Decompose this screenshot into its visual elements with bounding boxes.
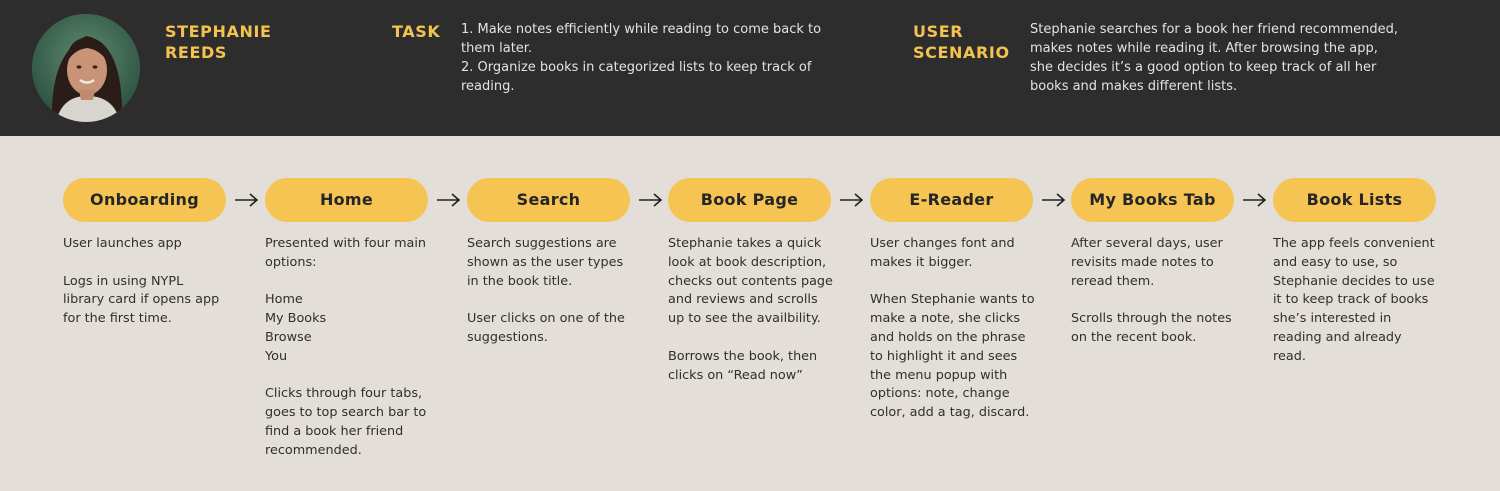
arrow-right-icon — [839, 189, 865, 211]
step-paragraph: Stephanie takes a quick look at book description, checks out contents page and reviews and scrolls up to see the availbility. — [668, 236, 833, 327]
step-description — [870, 235, 1035, 423]
step-pill-e-reader[interactable]: E-Reader — [870, 178, 1033, 222]
task-list — [461, 20, 841, 96]
scenario-text: Stephanie searches for a book her friend recommended, makes notes while reading it. After browsing the app, she decides it’s a good option to keep track of all her books and makes different lists. — [1030, 22, 1399, 94]
persona-name — [165, 21, 295, 63]
step-description — [1273, 235, 1438, 367]
step-description — [63, 235, 228, 329]
task-item: 2. Organize books in categorized lists to keep track of reading. — [461, 60, 812, 94]
scenario-label — [913, 21, 1023, 63]
step-pill-search[interactable]: Search — [467, 178, 630, 222]
step-book-page — [668, 178, 833, 385]
step-pill-onboarding[interactable]: Onboarding — [63, 178, 226, 222]
step-paragraph: The app feels convenient and easy to use, so Stephanie decides to use it to keep track of books she’s interested in reading and already read. — [1273, 236, 1435, 364]
step-paragraph: Home My Books Browse You — [265, 292, 327, 364]
step-book-lists — [1273, 178, 1438, 367]
task-item: 1. Make notes efficiently while reading to come back to them later. — [461, 22, 822, 56]
step-pill-my-books-tab[interactable]: My Books Tab — [1071, 178, 1234, 222]
step-paragraph: Clicks through four tabs, goes to top search bar to find a book her friend recommended. — [265, 386, 427, 458]
step-paragraph: When Stephanie wants to make a note, she clicks and holds on the phrase to highlight it and sees the menu popup with options: note, change color, add a tag, discard. — [870, 292, 1035, 421]
persona-avatar — [32, 14, 140, 122]
arrow-right-icon — [1041, 189, 1067, 211]
persona-photo — [32, 14, 140, 122]
step-search — [467, 178, 632, 348]
step-paragraph: After several days, user revisits made notes to reread them. — [1071, 236, 1223, 289]
user-flow — [0, 178, 1500, 478]
task-label: TASK — [392, 22, 441, 41]
step-pill-home[interactable]: Home — [265, 178, 428, 222]
step-paragraph: Borrows the book, then clicks on “Read now” — [668, 348, 818, 383]
step-pill-book-page[interactable]: Book Page — [668, 178, 831, 222]
step-e-reader — [870, 178, 1035, 423]
arrow-right-icon — [638, 189, 664, 211]
step-paragraph: Scrolls through the notes on the recent book. — [1071, 311, 1232, 345]
arrow-right-icon — [234, 189, 260, 211]
step-description — [668, 235, 833, 385]
scenario-label-line1: USER — [913, 22, 964, 41]
step-paragraph: Presented with four main options: — [265, 236, 427, 270]
persona-name-last: REEDS — [165, 43, 227, 62]
step-description — [1071, 235, 1236, 348]
step-home — [265, 178, 430, 461]
step-description — [467, 235, 632, 348]
step-my-books-tab — [1071, 178, 1236, 348]
step-description — [265, 235, 430, 461]
step-paragraph: Search suggestions are shown as the user types in the book title. — [467, 236, 624, 289]
step-onboarding — [63, 178, 228, 329]
step-paragraph: User launches app — [63, 236, 182, 251]
arrow-right-icon — [436, 189, 462, 211]
step-paragraph: User clicks on one of the suggestions. — [467, 311, 625, 345]
step-paragraph: Logs in using NYPL library card if opens app for the first time. — [63, 273, 220, 327]
persona-name-first: STEPHANIE — [165, 22, 272, 41]
step-pill-book-lists[interactable]: Book Lists — [1273, 178, 1436, 222]
arrow-right-icon — [1242, 189, 1268, 211]
persona-header — [0, 0, 1500, 136]
scenario-label-line2: SCENARIO — [913, 43, 1010, 62]
step-paragraph: User changes font and makes it bigger. — [870, 236, 1015, 270]
